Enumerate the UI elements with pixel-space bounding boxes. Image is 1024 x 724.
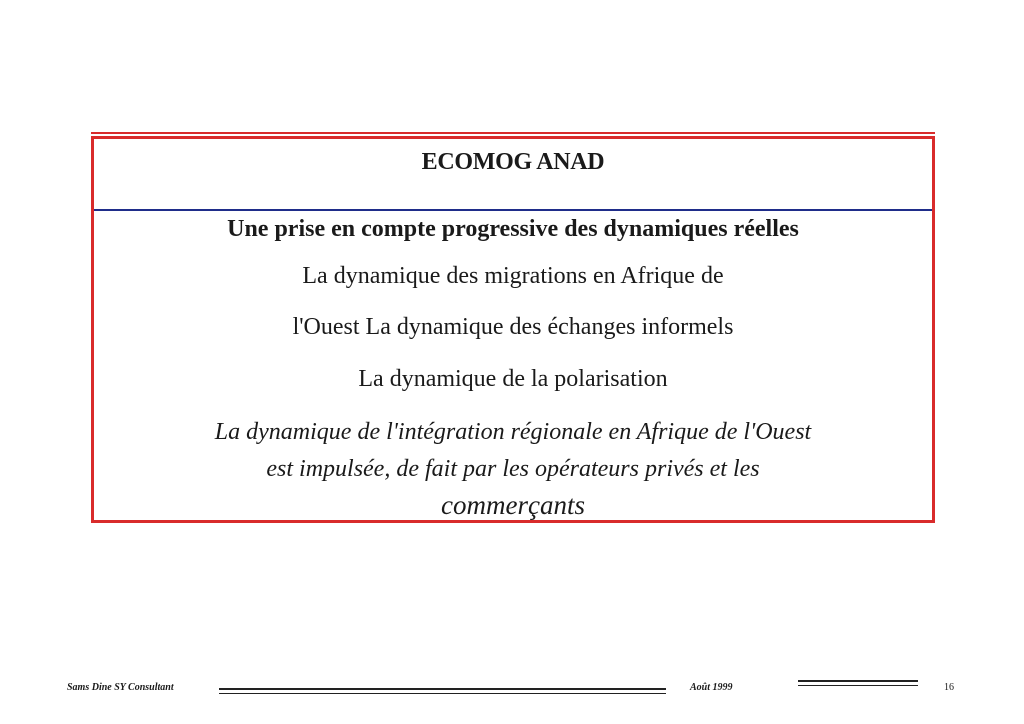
page-footer: [0, 680, 1024, 704]
box-title: ECOMOG ANAD: [421, 149, 605, 175]
footer-date: Août 1999: [690, 682, 733, 693]
italic-line-3: commerçants: [441, 490, 585, 520]
italic-line-2: est impulsée, de fait par les opérateurs privés et les: [266, 456, 760, 482]
italic-line-1: La dynamique de l'intégration régionale en Afrique de l'Ouest: [214, 419, 812, 445]
italic-paragraph: [124, 414, 902, 522]
content-box: [91, 136, 935, 523]
box-subtitle: Une prise en compte progressive des dynamiques réelles: [227, 216, 799, 242]
page-number: 16: [944, 682, 954, 693]
footer-rule-right: [798, 680, 918, 686]
frame-top-rule: [91, 132, 935, 134]
title-divider: [94, 209, 932, 211]
footer-rule: [219, 688, 666, 694]
text-line-2: l'Ouest La dynamique des échanges informels: [292, 314, 734, 340]
text-line-3: La dynamique de la polarisation: [358, 366, 668, 392]
footer-author: Sams Dine SY Consultant: [67, 682, 174, 693]
text-line-1: La dynamique des migrations en Afrique de: [302, 263, 724, 289]
